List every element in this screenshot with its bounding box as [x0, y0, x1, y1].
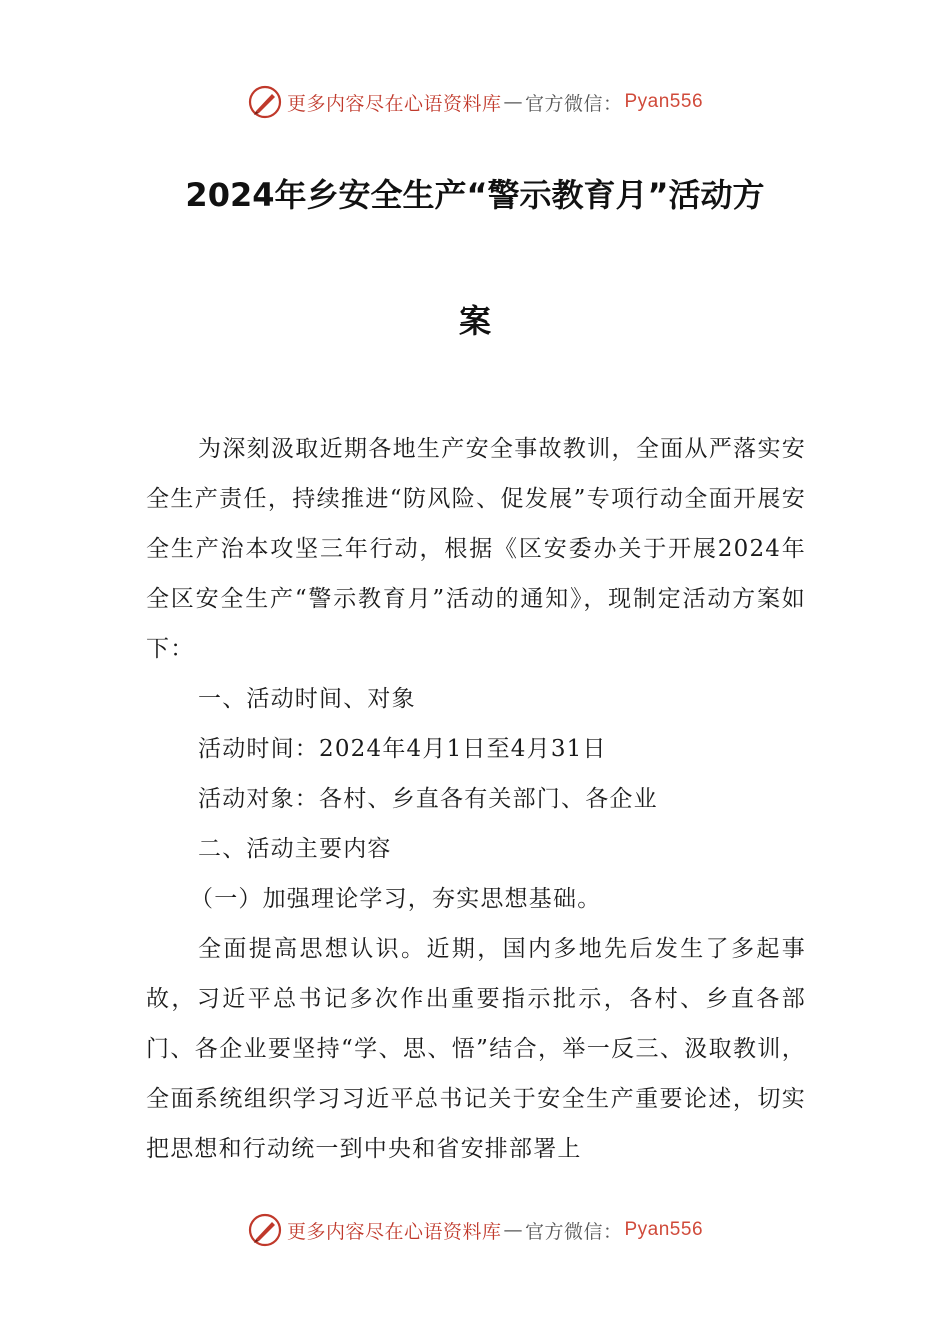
watermark-main-text: 更多内容尽在心语资料库 [286, 1220, 502, 1243]
watermark-main-text: 更多内容尽在心语资料库 [286, 92, 502, 115]
section-heading-1: 一、活动时间、对象 [198, 686, 416, 712]
watermark-separator: — [503, 91, 523, 113]
paragraph-intro: 为深刻汲取近期各地生产安全事故教训，全面从严落实安全生产责任，持续推进“防风险、促发展”专项行动全面开展安全生产治本攻坚三年行动，根据《区安委办关于开展2024年全区安全生产“警示教育月”活动的通知》，现制定活动方案如下： [146, 436, 806, 662]
activity-target: 活动对象：各村、乡直各有关部门、各企业 [198, 786, 658, 812]
activity-time: 活动时间：2024年4月1日至4月31日 [198, 736, 607, 762]
pen-logo-icon [247, 1212, 283, 1248]
watermark-wechat-id: Pyan556 [624, 91, 704, 112]
pen-logo-icon [247, 84, 283, 120]
watermark-wechat-label: 官方微信： [524, 1220, 623, 1243]
paragraph-thinking: 全面提高思想认识。近期，国内多地先后发生了多起事故，习近平总书记多次作出重要指示批示，各村、乡直各部门、各企业要坚持“学、思、悟”结合，举一反三、汲取教训，全面系统组织学习习近平总书记关于安全生产重要论述，切实把思想和行动统一到中央和省安排部署上 [146, 936, 806, 1162]
document-title-line-1: 2024年乡安全生产“警示教育月”活动方 [185, 176, 765, 214]
section-heading-2: 二、活动主要内容 [198, 836, 392, 862]
document-body [146, 424, 806, 1174]
watermark-footer [0, 1210, 950, 1250]
watermark-separator: — [503, 1219, 523, 1241]
watermark-wechat-label: 官方微信： [524, 92, 623, 115]
watermark-wechat-id: Pyan556 [624, 1219, 704, 1240]
document-title-line-2: 案 [458, 302, 491, 340]
subsection-heading-1: （一）加强理论学习，夯实思想基础。 [190, 886, 602, 912]
watermark-header [0, 82, 950, 122]
